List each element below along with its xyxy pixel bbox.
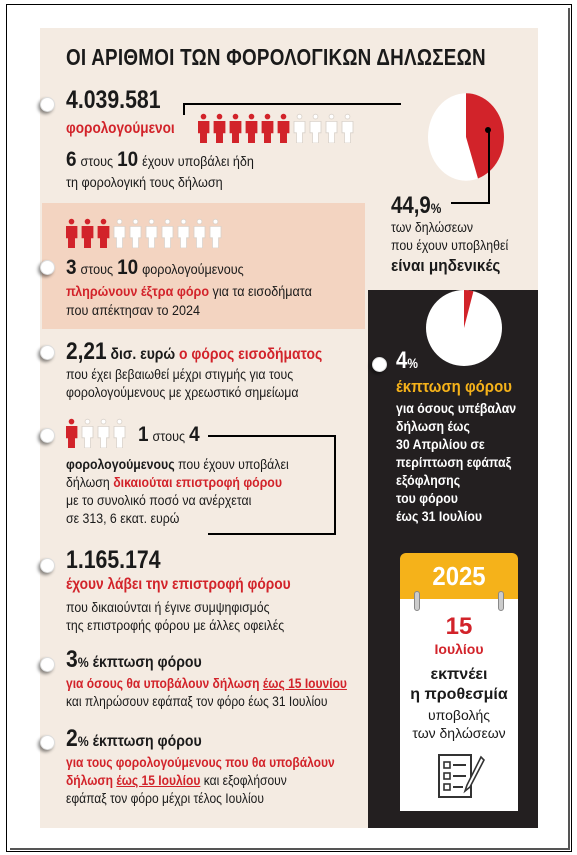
extra-tax-line2: που απέκτησαν το 2024 (66, 302, 201, 318)
person-icon-empty (326, 114, 337, 143)
form-checklist-icon (437, 751, 485, 801)
person-icon-filled (262, 114, 273, 143)
bullet-dot (40, 558, 55, 573)
person-icon-empty (162, 219, 173, 248)
bullet-dot (372, 357, 387, 372)
connector-line (208, 533, 336, 535)
person-icon-empty (98, 419, 109, 448)
discount-4-l3: 30 Απριλίου σε (396, 436, 485, 452)
refunds-line2: που δικαιούνται ή έγινε συμψηφισμός (66, 599, 270, 615)
calendar-day: 15 (445, 613, 473, 640)
person-icon-empty (146, 219, 157, 248)
three-of-ten-line: 3 στους 10 φορολογούμενους (66, 256, 244, 279)
discount-4-l4: περίπτωση εφάπαξ (396, 454, 512, 470)
taxpayers-count: 4.039.581 (66, 86, 161, 114)
bullet-dot (40, 345, 55, 360)
taxpayers-label: φορολογούμενοι (66, 120, 175, 137)
person-icon-filled (66, 219, 77, 248)
connector-line (208, 435, 336, 437)
zero-returns-line2: που έχουν υποβληθεί (391, 237, 509, 253)
calendar-line4: των δηλώσεων (412, 725, 506, 741)
discount-4-l2: δήλωση έως (396, 418, 470, 434)
person-icon-empty (194, 219, 205, 248)
bullet-dot (40, 428, 55, 443)
income-tax-line: 2,21 δισ. ευρώ ο φόρος εισοδήματος (66, 338, 323, 365)
zero-returns-percent: 44,9% (391, 192, 442, 219)
calendar-line3: υποβολής (427, 707, 490, 723)
refund-line1: φορολογούμενους που έχουν υποβάλει (66, 456, 289, 472)
person-icon-empty (114, 219, 125, 248)
filed-line: τη φορολογική τους δήλωση (66, 174, 223, 190)
calendar-ring (414, 591, 420, 611)
discount-3-line3: και πληρώσουν εφάπαξ τον φόρο έως 31 Ιουλίου (66, 693, 328, 709)
person-icon-filled (214, 114, 225, 143)
persons-1-of-4 (66, 418, 130, 453)
persons-3-of-10 (66, 218, 226, 253)
person-icon-filled (82, 219, 93, 248)
calendar-year: 2025 (432, 561, 486, 591)
refunds-line3: της επιστροφής φόρου με άλλες οφειλές (66, 617, 285, 633)
discount-2-line2: για τους φορολογούμενους που θα υποβάλουν (66, 754, 335, 770)
income-tax-line2: που έχει βεβαιωθεί μέχρι στιγμής για τους (66, 366, 294, 382)
pie-zero-returns (426, 90, 506, 185)
refund-line2: δήλωση δικαιούται επιστροφή φόρου (66, 474, 283, 490)
zero-returns-line1: των δηλώσεων (391, 219, 474, 235)
discount-2-line3: δήλωση έως 15 Ιουλίου και εξοφλήσουν (66, 772, 287, 788)
bullet-dot (40, 97, 55, 112)
discount-2-line4: εφάπαξ τον φόρο μέχρι τέλος Ιουλίου (66, 790, 264, 806)
person-icon-empty (82, 419, 93, 448)
person-icon-empty (310, 114, 321, 143)
bullet-dot (40, 260, 55, 275)
discount-4-l5: εξόφλησης (396, 472, 461, 488)
refund-line3: με το συνολικό ποσό να ανέρχεται (66, 492, 252, 508)
deadline-calendar (400, 553, 518, 811)
person-icon-filled (246, 114, 257, 143)
person-icon-empty (294, 114, 305, 143)
person-icon-filled (198, 114, 209, 143)
person-icon-filled (230, 114, 241, 143)
bullet-dot (40, 735, 55, 750)
discount-4-l7: έως 31 Ιουλίου (396, 508, 483, 524)
discount-4-label: έκπτωση φόρου (396, 377, 512, 396)
bullet-dot (40, 657, 55, 672)
discount-4-l1: για όσους υπέβαλαν (396, 400, 517, 416)
extra-tax-line: πληρώνουν έξτρα φόρο για τα εισοδήματα (66, 283, 312, 299)
six-of-ten-line: 6 στους 10 έχουν υποβάλει ήδη (66, 148, 254, 171)
person-icon-empty (210, 219, 221, 248)
person-icon-empty (130, 219, 141, 248)
connector-line (488, 130, 490, 204)
calendar-month: Ιουλίου (434, 641, 484, 657)
connector-line (183, 103, 185, 115)
income-tax-line3: φορολογούμενους με χρεωστικό σημείωμα (66, 384, 299, 400)
person-icon-filled (98, 219, 109, 248)
person-icon-empty (114, 419, 125, 448)
page-title: ΟΙ ΑΡΙΘΜΟΙ ΤΩΝ ΦΟΡΟΛΟΓΙΚΩΝ ΔΗΛΩΣΕΩΝ (66, 44, 486, 70)
person-icon-empty (178, 219, 189, 248)
connector-line (451, 202, 490, 204)
one-of-four-line: 1 στους 4 (138, 423, 200, 446)
zero-returns-line3: είναι μηδενικές (391, 256, 501, 275)
connector-line (334, 435, 336, 535)
refunds-received-count: 1.165.174 (66, 546, 161, 574)
calendar-line2: η προθεσμία (410, 686, 508, 703)
discount-2-line: 2% έκπτωση φόρου (66, 725, 202, 752)
discount-3-line: 3% έκπτωση φόρου (66, 646, 202, 673)
person-icon-filled (66, 419, 77, 448)
connector-line (183, 103, 401, 105)
persons-6-of-10 (198, 113, 358, 148)
discount-3-line2: για όσους θα υποβάλουν δήλωση έως 15 Ιουνίου (66, 675, 347, 691)
calendar-ring (498, 591, 504, 611)
discount-4-l6: του φόρου (396, 490, 458, 506)
person-icon-empty (342, 114, 353, 143)
refund-line4: σε 313, 6 εκατ. ευρώ (66, 510, 180, 526)
calendar-line1: εκπνέει (430, 666, 488, 683)
refunds-received-label: έχουν λάβει την επιστροφή φόρου (66, 576, 291, 593)
pie-4-percent (424, 288, 504, 368)
person-icon-filled (278, 114, 289, 143)
discount-4-percent: 4% (396, 347, 418, 374)
